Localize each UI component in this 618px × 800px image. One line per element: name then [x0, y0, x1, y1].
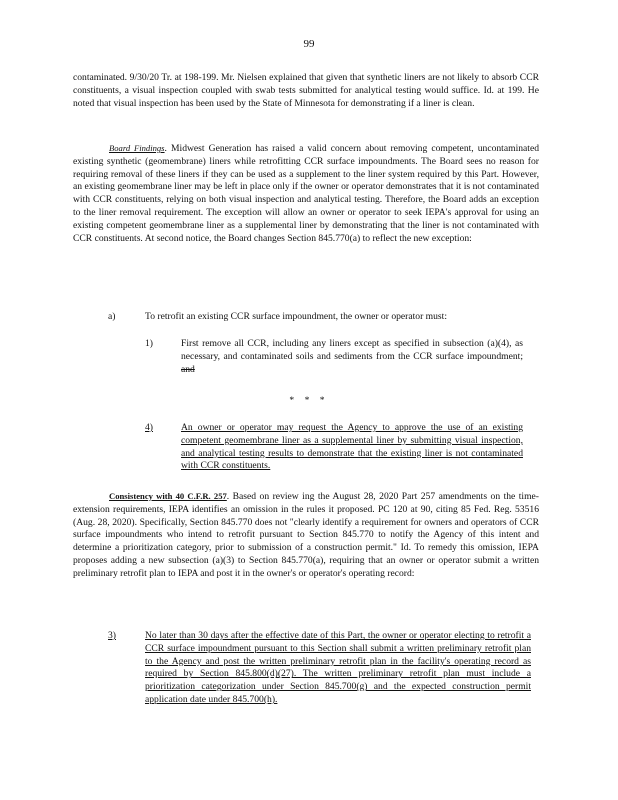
item-1-marker: 1): [145, 338, 153, 349]
consistency-heading: Consistency with 40 C.F.R. 257: [109, 491, 227, 501]
paragraph-consistency: [73, 490, 539, 581]
board-findings-text: . Midwest Generation has raised a valid concern about removing competent, uncontaminated existing synthetic (geomembrane) liners while retrofitting CCR surface impoundments. The Board sees no reason for requiring removal of these liners if they can be used as a supplement to the liner system required by this Part. However, an existing geomembrane liner may be left in place only if the owner or operator demonstrates that it is not contaminated with CCR constituents, relying on both visual inspection and analytical testing. Therefore, the Board adds an exception to the liner removal requirement. The exception will allow an owner or operator to seek IEPA's approval for using an existing competent geomembrane liner as a supplemental liner by demonstrating that the liner is not contaminated with CCR constituents. At second notice, the Board changes Section 845.770(a) to reflect the new exception:: [73, 143, 540, 244]
subsection-a-marker: a): [108, 311, 116, 322]
paragraph-nielsen: contaminated. 9/30/20 Tr. at 198-199. Mr. Nielsen explained that given that synthetic liners are not likely to absorb CCR constituents, a visual inspection coupled with swab tests submitted for analytical testing would suffice. Id. at 199. He noted that visual inspection has been used by the State of Minnesota for demonstrating if a liner is clean.: [73, 72, 539, 109]
consistency-text: . Based on review ing the August 28, 2020 Part 257 amendments on the time-extension requirements, IEPA identifies an omission in the rules it proposed. PC 120 at 90, citing 85 Fed. Reg. 53516 (Aug. 28, 2020). Specifically, Section 845.770 does not "clearly identify a requirement for owners and operators of CCR surface impoundments who intend to retrofit pursuant to Section 845.770 to notify the Agency of this intent and determine a prioritization category, prior to submission of a construction permit." Id. To remedy this omission, IEPA proposes adding a new subsection (a)(3) to Section 845.770(a), requiring that an owner or operator submit a written preliminary retrofit plan to IEPA and post it in the owner's or operator's operating record:: [73, 491, 539, 579]
omission-stars: * * *: [289, 395, 329, 406]
item-3-text: No later than 30 days after the effective date of this Part, the owner or operator electing to retrofit a CCR surface impoundment pursuant to this Section shall submit a written preliminary retrofit plan to the Agency and post the written preliminary retrofit plan in the facility's operating record as required by Section 845.800(d)(27). The written preliminary retrofit plan must include a prioritization categorization under Section 845.700(g) and the expected construction permit application date under 845.700(h).: [145, 630, 531, 705]
paragraph-board-findings: [73, 142, 539, 245]
item-1-struck-and: and: [181, 363, 195, 375]
item-4-text: An owner or operator may request the Agency to approve the use of an existing competent geomembrane liner as a supplemental liner by submitting visual inspection, and analytical testing results to demonstrate that the existing liner is not contaminated with CCR constituents.: [181, 422, 523, 472]
item-1-body: First remove all CCR, including any liners except as specified in subsection (a)(4), as necessary, and contaminated soils and sediments from the CCR surface impoundment;: [181, 338, 523, 362]
item-3-marker: 3): [108, 630, 116, 641]
subsection-a-text: To retrofit an existing CCR surface impoundment, the owner or operator must:: [145, 311, 447, 322]
item-4-marker: 4): [145, 422, 153, 433]
item-1-text: [181, 338, 523, 376]
page-number: 99: [303, 38, 315, 50]
board-findings-heading: Board Findings: [109, 143, 165, 153]
